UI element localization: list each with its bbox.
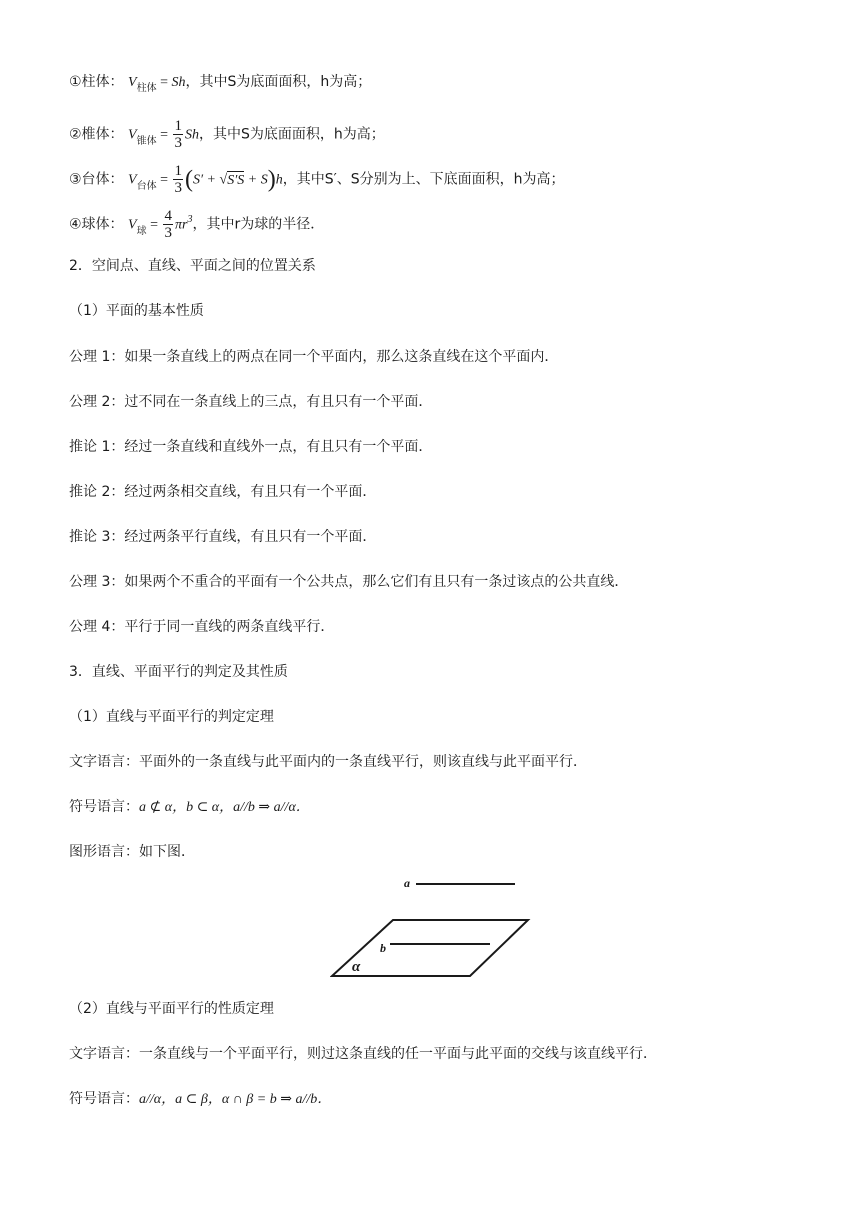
formula-description: ，其中S为底面面积，h为高； xyxy=(198,126,385,143)
equals-sign: = xyxy=(156,75,172,90)
radicand: S′S xyxy=(227,172,245,188)
formula-frustum xyxy=(69,163,565,196)
volume-symbol: V xyxy=(128,217,137,233)
exponent: 3 xyxy=(187,213,193,225)
numerator: 4 xyxy=(164,208,172,224)
figure-svg xyxy=(330,872,540,984)
expression-part: S′ + xyxy=(192,172,220,188)
formula-rhs: h xyxy=(275,172,283,188)
formula-rhs: πr xyxy=(174,217,188,233)
section-heading: 3．直线、平面平行的判定及其性质 xyxy=(69,664,288,680)
volume-subscript: 台体 xyxy=(136,180,157,192)
formula-marker: ②椎体： xyxy=(69,126,124,143)
fraction xyxy=(173,118,183,151)
theorem-figure-caption: 图形语言：如下图． xyxy=(69,844,195,860)
radical-sign: √ xyxy=(219,172,228,188)
section-heading: 2．空间点、直线、平面之间的位置关系 xyxy=(69,258,316,274)
corollary-2: 推论 2：经过两条相交直线，有且只有一个平面． xyxy=(69,484,377,500)
symbolic-expression: a//α，a ⊂ β，α ∩ β = b ⇒ a//b． xyxy=(139,1092,332,1107)
denominator: 3 xyxy=(164,225,172,241)
volume-subscript: 锥体 xyxy=(136,135,157,147)
label-alpha: α xyxy=(352,959,361,975)
parallel-line-plane-figure xyxy=(330,872,540,988)
formula-pyramid xyxy=(69,118,385,151)
formula-description: ，其中r为球的半径． xyxy=(192,216,325,233)
numerator: 1 xyxy=(174,118,182,134)
formula-marker: ①柱体： xyxy=(69,74,124,90)
theorem-text: 文字语言：平面外的一条直线与此平面内的一条直线平行，则该直线与此平面平行． xyxy=(69,754,587,770)
corollary-1: 推论 1：经过一条直线和直线外一点，有且只有一个平面． xyxy=(69,439,433,455)
formula-rhs: Sh xyxy=(184,127,199,143)
fraction xyxy=(173,163,183,196)
plane-alpha xyxy=(332,920,528,976)
formula-description: ，其中S为底面面积，h为高； xyxy=(185,74,372,90)
denominator: 3 xyxy=(174,180,182,196)
right-paren: ) xyxy=(267,166,276,193)
equals-sign: = xyxy=(156,172,172,188)
expression-part: + S xyxy=(244,172,268,188)
formula-marker: ④球体： xyxy=(69,216,124,233)
formula-prism xyxy=(69,72,371,94)
formula-rhs: Sh xyxy=(171,75,186,90)
fraction xyxy=(163,208,173,241)
volume-symbol: V xyxy=(128,127,137,143)
symbolic-label: 符号语言： xyxy=(69,799,139,815)
theorem-text: 文字语言：一条直线与一个平面平行，则过这条直线的任一平面与此平面的交线与该直线平行． xyxy=(69,1046,657,1062)
axiom-1: 公理 1：如果一条直线上的两点在同一个平面内，那么这条直线在这个平面内． xyxy=(69,349,559,365)
volume-subscript: 球 xyxy=(136,225,147,237)
axiom-4: 公理 4：平行于同一直线的两条直线平行． xyxy=(69,619,335,635)
formula-description: ，其中S′、S分别为上、下底面面积，h为高； xyxy=(282,171,565,188)
equals-sign: = xyxy=(146,217,162,233)
volume-symbol: V xyxy=(128,172,137,188)
volume-symbol: V xyxy=(128,75,137,90)
theorem-symbolic xyxy=(69,1089,331,1110)
equals-sign: = xyxy=(156,127,172,143)
formula-marker: ③台体： xyxy=(69,171,124,188)
subsection-heading: （1）平面的基本性质 xyxy=(69,303,204,319)
volume-subscript: 柱体 xyxy=(136,83,157,94)
axiom-2: 公理 2：过不同在一条直线上的三点，有且只有一个平面． xyxy=(69,394,433,410)
label-a: a xyxy=(404,876,410,890)
corollary-3: 推论 3：经过两条平行直线，有且只有一个平面． xyxy=(69,529,377,545)
numerator: 1 xyxy=(174,163,182,179)
axiom-3: 公理 3：如果两个不重合的平面有一个公共点，那么它们有且只有一条过该点的公共直线． xyxy=(69,574,629,590)
subsection-heading: （1）直线与平面平行的判定定理 xyxy=(69,709,274,725)
left-paren: ( xyxy=(184,166,193,193)
theorem-symbolic xyxy=(69,797,310,818)
label-b: b xyxy=(380,941,386,955)
denominator: 3 xyxy=(174,135,182,151)
subsection-heading: （2）直线与平面平行的性质定理 xyxy=(69,1001,274,1017)
formula-sphere xyxy=(69,208,324,241)
symbolic-expression: a ⊄ α，b ⊂ α，a//b ⇒ a//α． xyxy=(139,800,310,815)
symbolic-label: 符号语言： xyxy=(69,1091,139,1107)
